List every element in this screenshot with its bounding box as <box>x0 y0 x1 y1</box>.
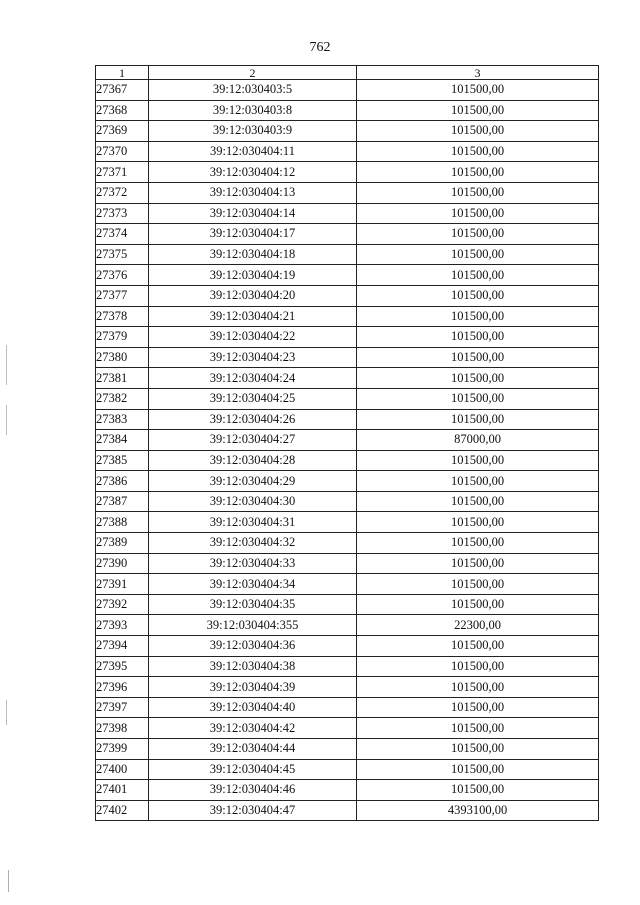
table-row <box>96 780 599 801</box>
cadastral-value: 101500,00 <box>357 471 599 492</box>
table-row <box>96 471 599 492</box>
table-header <box>96 66 599 80</box>
row-number: 27386 <box>96 471 149 492</box>
row-number: 27388 <box>96 512 149 533</box>
table-row <box>96 285 599 306</box>
table-row <box>96 718 599 739</box>
cadastral-value: 101500,00 <box>357 368 599 389</box>
cadastral-number: 39:12:030404:24 <box>149 368 357 389</box>
table-row <box>96 368 599 389</box>
scan-mark <box>6 700 7 725</box>
row-number: 27382 <box>96 388 149 409</box>
cadastral-value: 4393100,00 <box>357 800 599 821</box>
cadastral-value: 101500,00 <box>357 450 599 471</box>
cadastral-number: 39:12:030404:42 <box>149 718 357 739</box>
cadastral-number: 39:12:030404:21 <box>149 306 357 327</box>
cadastral-number: 39:12:030404:38 <box>149 656 357 677</box>
scan-mark <box>6 405 7 435</box>
cadastral-number: 39:12:030404:33 <box>149 553 357 574</box>
row-number: 27375 <box>96 244 149 265</box>
cadastral-number: 39:12:030404:12 <box>149 162 357 183</box>
table-row <box>96 450 599 471</box>
table-row <box>96 800 599 821</box>
cadastral-number: 39:12:030404:45 <box>149 759 357 780</box>
row-number: 27378 <box>96 306 149 327</box>
cadastral-number: 39:12:030404:34 <box>149 574 357 595</box>
cadastral-value: 101500,00 <box>357 285 599 306</box>
cadastral-number: 39:12:030404:17 <box>149 224 357 245</box>
cadastral-value: 101500,00 <box>357 327 599 348</box>
cadastral-number: 39:12:030404:25 <box>149 388 357 409</box>
table-row <box>96 739 599 760</box>
cadastral-value: 101500,00 <box>357 182 599 203</box>
table-row <box>96 162 599 183</box>
table-row <box>96 677 599 698</box>
cadastral-value: 101500,00 <box>357 739 599 760</box>
cadastral-number: 39:12:030404:19 <box>149 265 357 286</box>
row-number: 27384 <box>96 430 149 451</box>
cadastral-value: 101500,00 <box>357 80 599 101</box>
cadastral-number: 39:12:030404:14 <box>149 203 357 224</box>
cadastral-value: 101500,00 <box>357 388 599 409</box>
cadastral-number: 39:12:030403:5 <box>149 80 357 101</box>
cadastral-value: 101500,00 <box>357 121 599 142</box>
cadastral-number: 39:12:030404:44 <box>149 739 357 760</box>
table-row <box>96 347 599 368</box>
cadastral-number: 39:12:030403:9 <box>149 121 357 142</box>
cadastral-value: 101500,00 <box>357 697 599 718</box>
table-row <box>96 512 599 533</box>
header-row <box>96 66 599 80</box>
cadastral-number: 39:12:030403:8 <box>149 100 357 121</box>
row-number: 27398 <box>96 718 149 739</box>
cadastral-value: 101500,00 <box>357 224 599 245</box>
cadastral-value: 101500,00 <box>357 244 599 265</box>
cadastral-value: 101500,00 <box>357 162 599 183</box>
table-row <box>96 533 599 554</box>
row-number: 27367 <box>96 80 149 101</box>
row-number: 27399 <box>96 739 149 760</box>
cadastral-number: 39:12:030404:31 <box>149 512 357 533</box>
row-number: 27371 <box>96 162 149 183</box>
row-number: 27389 <box>96 533 149 554</box>
table-body <box>96 80 599 821</box>
cadastral-value: 101500,00 <box>357 677 599 698</box>
cadastral-number: 39:12:030404:13 <box>149 182 357 203</box>
row-number: 27372 <box>96 182 149 203</box>
table-row <box>96 574 599 595</box>
row-number: 27381 <box>96 368 149 389</box>
row-number: 27374 <box>96 224 149 245</box>
cadastral-number: 39:12:030404:32 <box>149 533 357 554</box>
row-number: 27370 <box>96 141 149 162</box>
table-row <box>96 636 599 657</box>
cadastral-value: 101500,00 <box>357 636 599 657</box>
row-number: 27395 <box>96 656 149 677</box>
row-number: 27380 <box>96 347 149 368</box>
row-number: 27401 <box>96 780 149 801</box>
table-row <box>96 224 599 245</box>
cadastral-value: 101500,00 <box>357 491 599 512</box>
cadastral-value: 87000,00 <box>357 430 599 451</box>
table-row <box>96 327 599 348</box>
cadastral-number: 39:12:030404:28 <box>149 450 357 471</box>
row-number: 27377 <box>96 285 149 306</box>
cadastral-value: 101500,00 <box>357 553 599 574</box>
cadastral-value: 101500,00 <box>357 656 599 677</box>
cadastral-number: 39:12:030404:20 <box>149 285 357 306</box>
table-row <box>96 409 599 430</box>
row-number: 27373 <box>96 203 149 224</box>
row-number: 27376 <box>96 265 149 286</box>
table-row <box>96 306 599 327</box>
table-row <box>96 121 599 142</box>
cadastral-number: 39:12:030404:46 <box>149 780 357 801</box>
table-row <box>96 553 599 574</box>
row-number: 27393 <box>96 615 149 636</box>
column-header-3: 3 <box>357 66 599 80</box>
row-number: 27368 <box>96 100 149 121</box>
cadastral-value: 101500,00 <box>357 203 599 224</box>
cadastral-number: 39:12:030404:47 <box>149 800 357 821</box>
row-number: 27369 <box>96 121 149 142</box>
cadastral-value: 101500,00 <box>357 718 599 739</box>
cadastral-number: 39:12:030404:40 <box>149 697 357 718</box>
table-row <box>96 100 599 121</box>
table-row <box>96 80 599 101</box>
row-number: 27397 <box>96 697 149 718</box>
row-number: 27392 <box>96 594 149 615</box>
cadastral-value: 101500,00 <box>357 306 599 327</box>
table-row <box>96 265 599 286</box>
cadastral-value: 101500,00 <box>357 347 599 368</box>
table-row <box>96 141 599 162</box>
cadastral-value: 101500,00 <box>357 409 599 430</box>
table-row <box>96 203 599 224</box>
row-number: 27391 <box>96 574 149 595</box>
cadastral-number: 39:12:030404:26 <box>149 409 357 430</box>
cadastral-number: 39:12:030404:18 <box>149 244 357 265</box>
table-row <box>96 759 599 780</box>
cadastral-number: 39:12:030404:355 <box>149 615 357 636</box>
page-number: 762 <box>309 40 331 55</box>
table-row <box>96 697 599 718</box>
table-row <box>96 594 599 615</box>
table-row <box>96 244 599 265</box>
row-number: 27394 <box>96 636 149 657</box>
cadastral-value: 101500,00 <box>357 141 599 162</box>
cadastral-number: 39:12:030404:35 <box>149 594 357 615</box>
row-number: 27379 <box>96 327 149 348</box>
table-row <box>96 615 599 636</box>
column-header-1: 1 <box>96 66 149 80</box>
cadastral-number: 39:12:030404:30 <box>149 491 357 512</box>
table-row <box>96 491 599 512</box>
cadastral-number: 39:12:030404:23 <box>149 347 357 368</box>
cadastral-value: 101500,00 <box>357 574 599 595</box>
cadastral-number: 39:12:030404:22 <box>149 327 357 348</box>
table-row <box>96 388 599 409</box>
row-number: 27385 <box>96 450 149 471</box>
table-row <box>96 182 599 203</box>
row-number: 27400 <box>96 759 149 780</box>
cadastral-value: 101500,00 <box>357 265 599 286</box>
cadastral-number: 39:12:030404:11 <box>149 141 357 162</box>
scan-mark <box>6 345 7 385</box>
cadastral-value: 101500,00 <box>357 594 599 615</box>
cadastral-value: 101500,00 <box>357 780 599 801</box>
scan-mark <box>8 870 9 892</box>
cadastral-value: 22300,00 <box>357 615 599 636</box>
row-number: 27383 <box>96 409 149 430</box>
table-row <box>96 430 599 451</box>
row-number: 27387 <box>96 491 149 512</box>
cadastral-number: 39:12:030404:27 <box>149 430 357 451</box>
cadastral-value-table <box>95 65 599 821</box>
cadastral-number: 39:12:030404:39 <box>149 677 357 698</box>
cadastral-value: 101500,00 <box>357 100 599 121</box>
cadastral-number: 39:12:030404:36 <box>149 636 357 657</box>
column-header-2: 2 <box>149 66 357 80</box>
row-number: 27396 <box>96 677 149 698</box>
cadastral-value: 101500,00 <box>357 759 599 780</box>
row-number: 27390 <box>96 553 149 574</box>
cadastral-value: 101500,00 <box>357 533 599 554</box>
row-number: 27402 <box>96 800 149 821</box>
cadastral-value: 101500,00 <box>357 512 599 533</box>
cadastral-number: 39:12:030404:29 <box>149 471 357 492</box>
table-row <box>96 656 599 677</box>
